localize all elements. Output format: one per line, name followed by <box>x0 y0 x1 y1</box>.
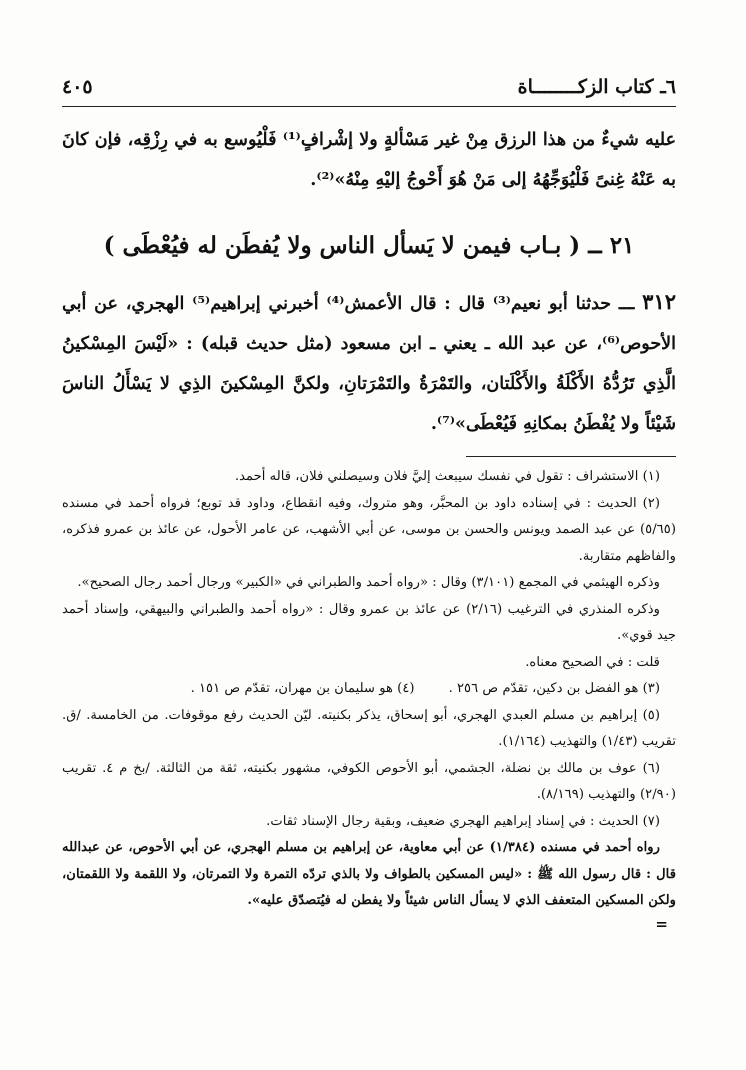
continuation-mark: = <box>655 914 668 933</box>
footnote-5: (٥) إبراهيم بن مسلم العبدي الهجري، أبو إسحاق، يذكر بكنيته. ليّن الحديث رفع موقوفات. من الخامسة. /ق. تقريب (١/٤٣) والتهذيب (١/١٦٤). <box>62 707 676 749</box>
paragraph-continuation: عليه شيءٌ من هذا الرزق مِنْ غير مَسْألةٍ ولا إشْرافٍ⁽¹⁾ فَلْيُوسع به في رِزْقِه، فإن كانَ به عَنْهُ غِنىً فَلْيُوَجِّهُهُ إلى مَنْ هُوَ أَحْوجُ إليْهِ مِنْهُ»⁽²⁾. <box>62 130 677 190</box>
page-number: ٤٠٥ <box>62 76 93 98</box>
footnote-6: (٦) عوف بن مالك بن نضلة، الجشمي، أبو الأحوص الكوفي، مشهور بكنيته، ثقة من الثالثة. /بخ م ٤. تقريب (٢/٩٠) والتهذيب (٨/١٦٩). <box>62 760 676 802</box>
hadith-paragraph <box>62 282 676 444</box>
footnote-2-haythami: وذكره الهيثمي في المجمع (٣/١٠١) وقال : «رواه أحمد والطبراني في «الكبير» ورجال أحمد رجال الصحيح». <box>77 575 660 590</box>
footnote-2-mundhiri: وذكره المنذري في الترغيب (٢/١٦) عن عائذ بن عمرو وقال : «رواه أحمد والطبراني والبيهقي، وإسناد أحمد جيد قوي». <box>62 601 676 643</box>
footnote-3-4-row <box>62 676 676 703</box>
footnote-separator <box>466 456 676 457</box>
page-header <box>62 72 676 102</box>
footnote-3: (٣) هو الفضل بن دكين، تقدّم ص ٢٥٦ . <box>448 681 660 696</box>
section-heading: ٢١ ــ ( بـاب فيمن لا يَسأل الناس ولا يُفطَن له فيُعْطَى ) <box>103 232 635 259</box>
chapter-title: ٦ـ كتاب الزكــــــــاة <box>517 76 676 98</box>
footnote-4: (٤) هو سليمان بن مهران، تقدّم ص ١٥١ . <box>190 681 415 696</box>
footnotes <box>62 464 676 933</box>
footnote-7-musnad: رواه أحمد في مسنده (١/٣٨٤) عن أبي معاوية، عن إبراهيم بن مسلم الهجري، عن أبي الأحوص، عن عبدالله قال : قال رسول الله ﷺ : «ليس المسكين بالطواف ولا بالذي تردّه التمرة ولا التمرتان، ولا اللقمة ولا اللقمتان، ولكن المسكين المتعفف الذي لا يسأل الناس شيئاً ولا يفطن له فيُتصدّق عليه». <box>62 840 676 908</box>
header-rule <box>62 106 676 107</box>
footnote-7: (٧) الحديث : في إسناد إبراهيم الهجري ضعيف، وبقية رجال الإسناد ثقات. <box>266 813 660 829</box>
footnote-2-comment: قلت : في الصحيح معناه. <box>525 654 660 670</box>
hadith-text: ـــ حدثنا أبو نعيم⁽³⁾ قال : قال الأعمش⁽⁴⁾ أخبرني إبراهيم⁽⁵⁾ الهجري، عن أبي الأحوص⁽⁶⁾، عن عبد الله ـ يعني ـ ابن مسعود (مثل حديث قبله) : «لَيْسَ المِسْكينُ الَّذِي تَرُدُّهُ الأَكْلَةُ والأَكْلَتان، والتَمْرَةُ والتَمْرَتانِ، ولكنَّ المِسْكينَ الذِي لا يَسْأَلُ الناسَ شَيْئاً ولا يُفْطَنُ بمكانِهِ فَيُعْطَى»⁽⁷⁾. <box>62 294 676 434</box>
hadith-number: ٣١٢ <box>642 289 677 314</box>
footnote-1: (١) الاستشراف : تقول في نفسك سيبعث إليَّ فلان وسيصلني فلان، قاله أحمد. <box>234 469 660 484</box>
footnote-2: (٢) الحديث : في إسناده داود بن المحبَّر، وهو متروك، وفيه انقطاع، وداود قد توبع؛ فرواه أحمد في مسنده (٥/٦٥) عن عبد الصمد ويونس والحسن بن موسى، عن أبي الأشهب، عن عامر الأحول، عن عائذ بن عمرو فذكره، والفاظهم متقاربة. <box>62 495 676 564</box>
